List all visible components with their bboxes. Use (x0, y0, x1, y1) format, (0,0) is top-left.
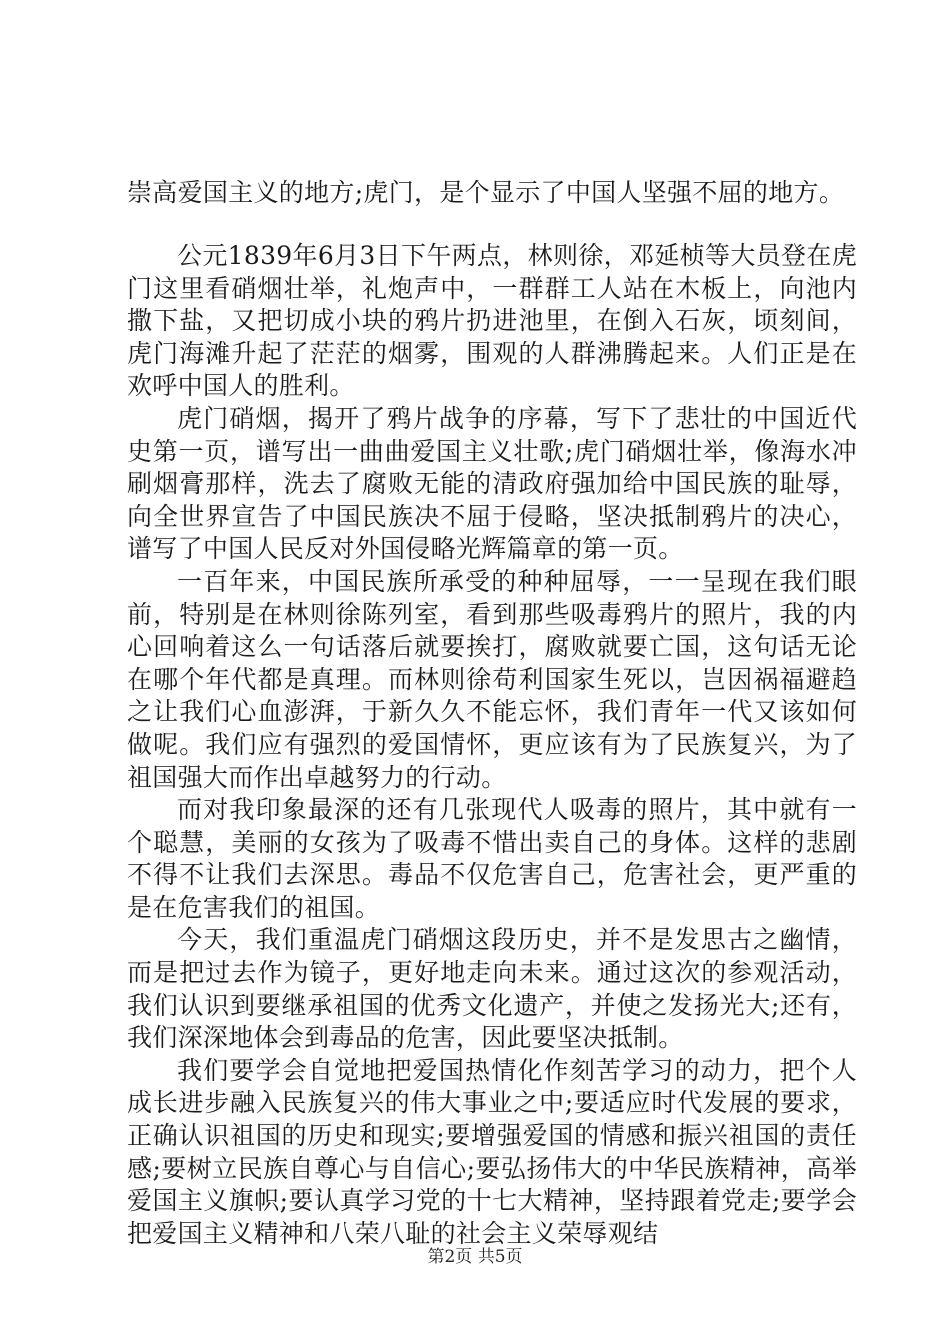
paragraph-6: 我们要学会自觉地把爱国热情化作刻苦学习的动力，把个人成长进步融入民族复兴的伟大事业之中;要适应时代发展的要求，正确认识祖国的历史和现实;要增强爱国的情感和振兴祖国的责任感;要树立民族自尊心与自信心;要弘扬伟大的中华民族精神，高举爱国主义旗帜;要认真学习党的十七大精神，坚持跟着党走;要学会把爱国主义精神和八荣八耻的社会主义荣辱观结 (127, 1055, 857, 1248)
paragraph-5: 今天，我们重温虎门硝烟这段历史，并不是发思古之幽情，而是把过去作为镜子，更好地走向未来。通过这次的参观活动，我们认识到要继承祖国的优秀文化遗产，并使之发扬光大;还有，我们深深地体会到毒品的危害，因此要坚决抵制。 (127, 925, 858, 1053)
paragraph-4: 而对我印象最深的还有几张现代人吸毒的照片，其中就有一个聪慧，美丽的女孩为了吸毒不惜出卖自己的身体。这样的悲剧不得不让我们去深思。毒品不仅危害自己，危害社会，更严重的是在危害我们的祖国。 (127, 795, 857, 922)
paragraph-2: 虎门硝烟，揭开了鸦片战争的序幕，写下了悲壮的中国近代史第一页，谱写出一曲曲爱国主义壮歌;虎门硝烟壮举，像海水冲刷烟膏那样，洗去了腐败无能的清政府强加给中国民族的耻辱，向全世界宣告了中国民族决不屈于侵略，坚决抵制鸦片的决心，谱写了中国人民反对外国侵略光辉篇章的第一页。 (127, 403, 857, 564)
paragraph-1: 公元1839年6月3日下午两点，林则徐，邓延桢等大员登在虎门这里看硝烟壮举，礼炮声中，一群群工人站在木板上，向池内撒下盐，又把切成小块的鸦片扔进池里，在倒入石灰，顷刻间，虎门海滩升起了茫茫的烟雾，围观的人群沸腾起来。人们正是在欢呼中国人的胜利。 (127, 241, 857, 401)
page-number-footer: 第2页 共5页 (427, 1247, 523, 1267)
paragraph-3: 一百年来，中国民族所承受的种种屈辱，一一呈现在我们眼前，特别是在林则徐陈列室，看到那些吸毒鸦片的照片，我的内心回响着这么一句话落后就要挨打，腐败就要亡国，这句话无论在哪个年代都是真理。而林则徐苟利国家生死以，岂因祸福避趋之让我们心血澎湃，于新久久不能忘怀，我们青年一代又该如何做呢。我们应有强烈的爱国情怀，更应该有为了民族复兴，为了祖国强大而作出卓越努力的行动。 (127, 566, 857, 792)
continued-line: 崇高爱国主义的地方;虎门，是个显示了中国人坚强不屈的地方。 (127, 178, 845, 207)
document-body (127, 240, 857, 1250)
